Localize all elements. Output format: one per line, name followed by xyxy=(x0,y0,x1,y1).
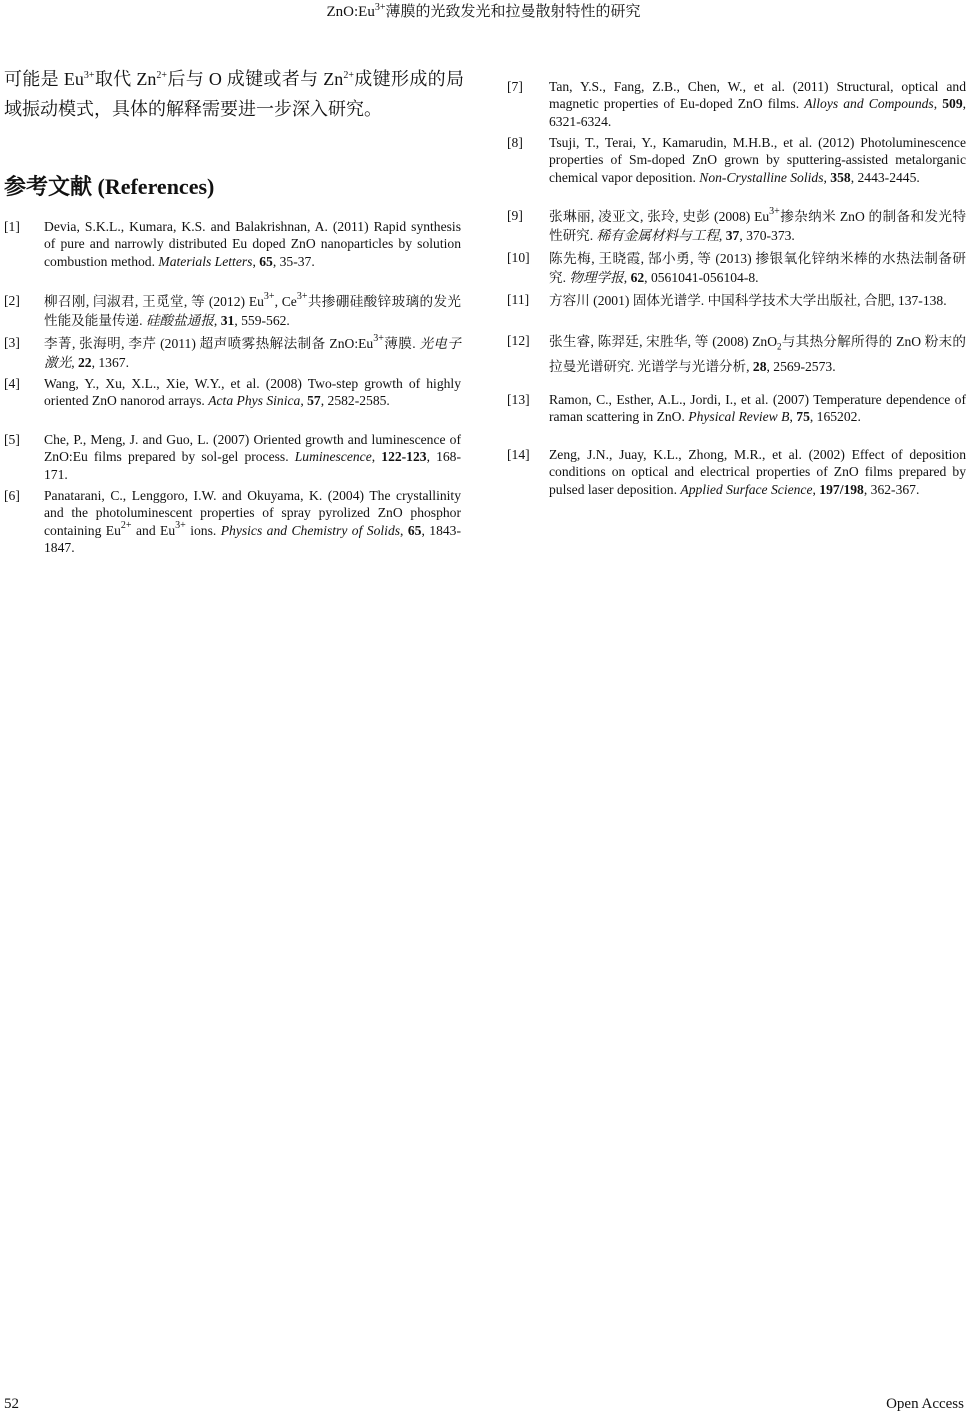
ref-number: [4] xyxy=(4,376,20,391)
ref-sep: , xyxy=(812,481,820,497)
ref-journal: Materials Letters xyxy=(158,253,253,269)
ref-volume: 62 xyxy=(630,270,645,285)
header-sup: 3+ xyxy=(374,2,386,13)
ref-sep: , xyxy=(71,355,78,370)
body-text-3: 后与 O 成键或者与 Zn xyxy=(167,69,344,89)
ref-number: [3] xyxy=(4,335,20,350)
ref-pages: , 1367. xyxy=(91,355,129,370)
ref-number: [10] xyxy=(507,250,530,265)
ref-authors: Zeng, J.N., Juay, K.L., Zhong, M.R., et al. (2002) Effect of deposition conditions on optical and electrical properties of ZnO films prepared by pulsed laser deposition. xyxy=(549,447,966,497)
ref-number: [8] xyxy=(507,135,523,150)
ref-authors: Tsuji, T., Terai, Y., Kamarudin, M.H.B., et al. (2012) Photoluminescence properties of Sm-doped ZnO grown by sputtering-assisted metalorganic chemical vapor deposition. xyxy=(549,135,966,185)
reference-10 xyxy=(507,249,966,287)
ref-sup: 3+ xyxy=(296,291,308,302)
ref-sup: 2+ xyxy=(120,519,132,531)
ref-journal: 稀有金属材料与工程 xyxy=(596,228,719,243)
reference-1 xyxy=(4,218,461,270)
ref-authors: Tan, Y.S., Fang, Z.B., Chen, W., et al. (2011) Structural, optical and magnetic properties of Eu-doped ZnO films. xyxy=(549,79,966,112)
ref-number: [9] xyxy=(507,208,523,223)
ref-sup: 3+ xyxy=(263,291,275,302)
ref-number: [7] xyxy=(507,79,523,94)
ref-number: [13] xyxy=(507,392,530,407)
ref-journal: Non-Crystalline Solids xyxy=(699,169,824,185)
ref-text: ions. xyxy=(185,522,221,538)
ref-volume: 122-123 xyxy=(381,449,427,465)
ref-number: [5] xyxy=(4,432,20,447)
ref-authors: 柳召刚, 闫淑君, 王觅堂, 等 (2012) Eu xyxy=(44,294,264,309)
ref-pages: , 6321-6324. xyxy=(549,96,967,129)
ref-journal: Luminescence xyxy=(294,449,372,465)
ref-sup: 3+ xyxy=(373,333,384,344)
open-access-label: Open Access xyxy=(886,1396,964,1412)
ref-volume: 22 xyxy=(77,355,92,370)
reference-7 xyxy=(507,78,966,130)
ref-pages: , 362-367. xyxy=(863,481,920,497)
ref-volume: 509 xyxy=(942,96,963,112)
body-text-1: 可能是 Eu xyxy=(4,69,84,89)
reference-3 xyxy=(4,334,461,372)
ref-volume: 65 xyxy=(259,253,273,269)
ref-sup: 3+ xyxy=(175,519,186,531)
ref-number: [14] xyxy=(507,447,530,462)
ref-authors: Wang, Y., Xu, X.L., Xie, W.Y., et al. (2008) Two-step growth of highly oriented ZnO nanorod arrays. xyxy=(44,376,461,409)
ref-volume: 65 xyxy=(407,522,422,538)
reference-6 xyxy=(4,487,461,556)
ref-text: 薄膜. xyxy=(383,336,420,351)
body-sup-3: 2+ xyxy=(343,70,354,81)
ref-authors: Che, P., Meng, J. and Guo, L. (2007) Oriented growth and luminescence of ZnO:Eu films prepared by sol-gel process. xyxy=(44,432,461,465)
header-pre: ZnO:Eu xyxy=(326,4,375,20)
ref-number: [11] xyxy=(507,292,530,307)
ref-text: , Ce xyxy=(274,294,297,309)
header-post: 薄膜的光致发光和拉曼散射特性的研究 xyxy=(385,4,641,20)
ref-sub: 2 xyxy=(777,341,782,352)
ref-journal: Acta Phys Sinica xyxy=(208,393,301,409)
ref-text: 掺杂纳米 ZnO 的制备和发光特性研究. xyxy=(549,209,966,243)
ref-sep: , xyxy=(823,169,831,185)
ref-pages: , 2443-2445. xyxy=(850,169,920,185)
ref-journal: 光电子激光 xyxy=(44,336,462,370)
ref-number: [6] xyxy=(4,488,20,503)
ref-authors: Ramon, C., Esther, A.L., Jordi, I., et al. (2007) Temperature dependence of raman scattering in ZnO. xyxy=(549,392,966,425)
ref-journal: 硅酸盐通报 xyxy=(145,313,214,328)
ref-sep: , xyxy=(789,409,797,425)
body-paragraph xyxy=(4,64,464,124)
ref-sep: , xyxy=(933,96,943,112)
ref-journal: 物理学报 xyxy=(569,270,624,285)
ref-journal: Alloys and Compounds xyxy=(804,96,934,112)
reference-9 xyxy=(507,207,966,245)
ref-text: 与其热分解所得的 ZnO 粉末的拉曼光谱研究. 光谱学与光谱分析, xyxy=(549,334,966,374)
ref-journal: Physical Review B xyxy=(688,409,790,425)
body-sup-2: 2+ xyxy=(156,70,168,81)
ref-number: [12] xyxy=(507,333,530,348)
ref-volume: 37 xyxy=(725,228,740,243)
ref-authors: 张生睿, 陈羿廷, 宋胜华, 等 (2008) ZnO xyxy=(549,334,778,349)
ref-sep: , xyxy=(623,270,631,285)
body-text-2: 取代 Zn xyxy=(94,69,157,89)
page-number: 52 xyxy=(4,1396,19,1412)
reference-12 xyxy=(507,332,966,376)
ref-volume: 31 xyxy=(220,313,235,328)
ref-volume: 197/198 xyxy=(819,481,864,497)
ref-sep: , xyxy=(718,228,726,243)
reference-2 xyxy=(4,292,461,330)
ref-pages: , 1843-1847. xyxy=(44,522,462,555)
ref-volume: 57 xyxy=(307,393,321,409)
ref-volume: 28 xyxy=(752,358,767,374)
reference-8 xyxy=(507,134,966,186)
body-sup-1: 3+ xyxy=(83,70,95,81)
ref-authors: 方容川 (2001) 固体光谱学. 中国科学技术大学出版社, 合肥, 137-138. xyxy=(549,293,947,308)
ref-pages: , 165202. xyxy=(809,409,861,425)
ref-sup: 3+ xyxy=(769,206,780,217)
ref-pages: , 2582-2585. xyxy=(320,393,390,409)
ref-pages: , 0561041-056104-8. xyxy=(644,270,759,285)
ref-sep: , xyxy=(213,313,221,328)
ref-authors: 陈先梅, 王晓霞, 郜小勇, 等 (2013) 掺银氧化锌纳米棒的水热法制备研究. xyxy=(549,251,966,285)
ref-sep: , xyxy=(371,449,382,465)
ref-text: 共掺硼硅酸锌玻璃的发光性能及能量传递. xyxy=(44,294,461,328)
reference-11 xyxy=(507,291,966,310)
ref-pages: , 559-562. xyxy=(234,313,290,328)
ref-authors: Devia, S.K.L., Kumara, K.S. and Balakrishnan, A. (2011) Rapid synthesis of pure and narrowly distributed Eu doped ZnO nanoparticles by solution combustion method. xyxy=(44,219,461,269)
ref-authors: 张琳丽, 凌亚文, 张玲, 史彭 (2008) Eu xyxy=(549,209,770,224)
ref-pages: , 2569-2573. xyxy=(766,358,836,374)
ref-sep: , xyxy=(300,393,308,409)
reference-14 xyxy=(507,446,966,498)
ref-authors: Panatarani, C., Lenggoro, I.W. and Okuyama, K. (2004) The crystallinity and the photoluminescent properties of spray pyrolized ZnO phosphor containing Eu xyxy=(44,488,461,538)
ref-number: [2] xyxy=(4,293,20,308)
ref-number: [1] xyxy=(4,219,20,234)
references-heading: 参考文献 (References) xyxy=(4,174,215,199)
ref-authors: 李菁, 张海明, 李芹 (2011) 超声喷雾热解法制备 ZnO:Eu xyxy=(44,336,374,351)
ref-pages: , 35-37. xyxy=(272,253,315,269)
body-text-4: 成键形成的局域振动模式，具体的解释需要进一步深入研究。 xyxy=(4,69,465,119)
ref-text: and Eu xyxy=(131,522,176,538)
ref-pages: , 168-171. xyxy=(44,449,462,482)
running-header xyxy=(0,2,967,22)
reference-4 xyxy=(4,375,461,410)
reference-13 xyxy=(507,391,966,426)
reference-5 xyxy=(4,431,461,483)
ref-volume: 358 xyxy=(830,169,851,185)
ref-sep: , xyxy=(400,522,408,538)
ref-sep: , xyxy=(252,253,260,269)
ref-journal: Applied Surface Science xyxy=(680,481,813,497)
ref-volume: 75 xyxy=(796,409,810,425)
ref-journal: Physics and Chemistry of Solids xyxy=(220,522,401,538)
ref-pages: , 370-373. xyxy=(739,228,795,243)
